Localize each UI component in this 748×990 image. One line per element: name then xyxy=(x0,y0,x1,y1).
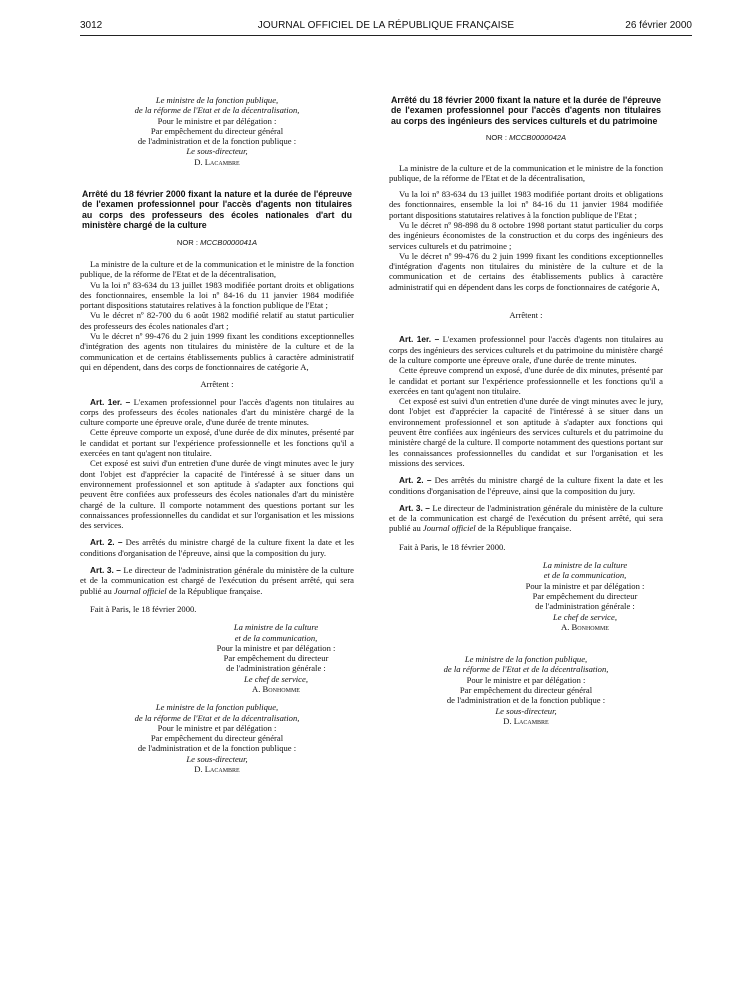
signatory-name: D. Lacambre xyxy=(503,715,549,726)
article-text: de la République française. xyxy=(168,585,263,596)
nor-code: MCCB0000041A xyxy=(200,237,258,247)
nor-reference xyxy=(80,238,354,248)
signature-line: et de la communication, xyxy=(543,570,627,581)
decree-title: Arrêté du 18 février 2000 fixant la nature et la durée de l'épreuve de l'examen professionnel pour l'accès d'agents non titulaires au corps des ingénieurs des services culturels et du patrimoine xyxy=(391,95,661,126)
signature-line: Par empêchement du directeur général xyxy=(150,125,284,136)
signature-line: de l'administration et de la fonction publique : xyxy=(446,695,606,706)
visa-paragraph: Vu le décret nº 82-700 du 6 août 1982 modifié relatif au statut particulier des professeurs des écoles nationales d'art ; xyxy=(80,310,354,331)
signatory-name: A. Bonhomme xyxy=(252,683,300,694)
signature-line: Le sous-directeur, xyxy=(186,753,248,764)
signature-block-culture xyxy=(389,560,663,632)
journal-officiel-ref: Journal officiel xyxy=(113,585,167,596)
signature-line: La ministre de la culture xyxy=(542,560,628,571)
arretent: Arrêtent : xyxy=(200,379,234,390)
signature-line: Le chef de service, xyxy=(553,611,617,622)
signature-line: et de la communication, xyxy=(234,632,318,643)
article-label: Art. 1er. – xyxy=(90,396,131,407)
article-label: Art. 3. – xyxy=(90,565,121,576)
signature-line: Pour le ministre et par délégation : xyxy=(466,674,586,685)
signature-line: Pour le ministre et par délégation : xyxy=(157,722,277,733)
signature-line: Pour le ministre et par délégation : xyxy=(157,115,277,126)
signature-line: Par empêchement du directeur xyxy=(223,653,329,664)
preamble: La ministre de la culture et de la communication et le ministre de la fonction publique, de la réforme de l'Etat et de la décentralisation, xyxy=(80,259,354,280)
issue-date: 26 février 2000 xyxy=(625,20,692,31)
signature-line: de l'administration générale : xyxy=(226,663,326,674)
signature-line: Le ministre de la fonction publique, xyxy=(155,702,279,713)
nor-label: NOR : xyxy=(485,133,507,143)
arretent: Arrêtent : xyxy=(509,310,543,321)
signature-line: de la réforme de l'Etat et de la décentralisation, xyxy=(134,105,300,116)
signatory-name: D. Lacambre xyxy=(194,156,240,167)
article-text: Le directeur de l'administration générale du ministère de la culture et de la communication est chargé de l'exécution du présent arrêté, qui sera publié au xyxy=(80,565,354,596)
nor-code: MCCB0000042A xyxy=(509,133,567,143)
signature-line: de la réforme de l'Etat et de la décentralisation, xyxy=(134,712,300,723)
signature-line: Le sous-directeur, xyxy=(495,705,557,716)
article-2 xyxy=(80,537,354,558)
nor-label: NOR : xyxy=(176,237,198,247)
signature-line: Le ministre de la fonction publique, xyxy=(155,95,279,105)
article-1 xyxy=(389,334,663,365)
visa-paragraph: Vu le décret nº 99-476 du 2 juin 1999 fixant les conditions exceptionnelles d'intégration des agents non titulaires du ministère de la culture et de la communication et de certains établissements publics à caractère administratif qui en dépendent, dans des corps de fonctionnaires de catégorie A, xyxy=(80,331,354,372)
signature-line: Pour la ministre et par délégation : xyxy=(216,642,336,653)
left-column xyxy=(80,95,354,774)
article-paragraph: Cette épreuve comporte un exposé, d'une durée de dix minutes, présenté par le candidat et portant sur l'expérience professionnelle et les fonctions qu'il a exercées en tant qu'agent non titulaire. xyxy=(80,427,354,459)
signatory-name: A. Bonhomme xyxy=(561,621,609,632)
signature-block-fonction-publique-top xyxy=(80,95,354,167)
article-paragraph: Cet exposé est suivi d'un entretien d'une durée de vingt minutes avec le jury, dont l'objet est d'apprécier la capacité de l'intéressé à se situer dans un environnement professionnel et son aptitude à s'adapter aux fonctions qui peuvent être confiées aux ingénieurs des services culturels et du patrimoine du ministère chargé de la culture. Il comporte notamment des questions portant sur les connaissances professionnelles du candidat et sur l'organisation et les missions des services. xyxy=(389,396,663,468)
preamble: La ministre de la culture et de la communication et le ministre de la fonction publique, de la réforme de l'Etat et de la décentralisation, xyxy=(389,162,663,183)
article-text: L'examen professionnel pour l'accès d'agents non titulaires au corps des ingénieurs des services culturels et du patrimoine du ministère chargé de la culture comporte une épreuve orale, d'une durée de trente minutes. xyxy=(389,334,663,365)
signature-line: Par empêchement du directeur général xyxy=(459,684,593,695)
article-label: Art. 1er. – xyxy=(399,334,440,345)
signature-line: La ministre de la culture xyxy=(233,622,319,633)
article-text: Le directeur de l'administration générale du ministère de la culture et de la communication est chargé de l'exécution du présent arrêté, qui sera publié au xyxy=(389,502,663,534)
nor-reference xyxy=(389,133,663,143)
right-column xyxy=(389,95,663,726)
signature-line: de l'administration et de la fonction publique : xyxy=(137,136,297,147)
signing-place-date: Fait à Paris, le 18 février 2000. xyxy=(399,541,506,552)
signature-line: de l'administration et de la fonction publique : xyxy=(137,743,297,754)
signature-line: Par empêchement du directeur xyxy=(532,590,638,601)
signature-line: Le ministre de la fonction publique, xyxy=(464,654,588,665)
signature-line: de la réforme de l'Etat et de la décentralisation, xyxy=(443,664,609,675)
signature-line: de l'administration générale : xyxy=(535,601,635,612)
article-text: de la République française. xyxy=(477,523,572,534)
visa-paragraph: Vu la loi nº 83-634 du 13 juillet 1983 modifiée portant droits et obligations des fonctionnaires, ensemble la loi nº 84-16 du 11 janvier 1984 modifiée portant dispositions statutaires relatives à la fonction publique de l'Etat ; xyxy=(80,279,354,311)
article-1 xyxy=(80,397,354,428)
article-label: Art. 3. – xyxy=(399,502,430,513)
signature-line: Par empêchement du directeur général xyxy=(150,733,284,744)
article-label: Art. 2. – xyxy=(399,475,432,486)
article-paragraph: Cet exposé est suivi d'un entretien d'une durée de vingt minutes avec le jury dont l'objet est d'apprécier la capacité de l'intéressé à se situer dans un environnement professionnel et son aptitude à s'adapter aux fonctions qui peuvent être confiées aux professeurs des écoles nationales d'art du ministère chargé de la culture. Il comporte notamment des questions portant sur les connaissances professionnelles du candidat et sur l'organisation et les missions des services. xyxy=(80,458,354,531)
signature-block-fonction-publique xyxy=(389,654,663,726)
article-label: Art. 2. – xyxy=(90,537,123,548)
journal-officiel-ref: Journal officiel xyxy=(422,523,476,534)
article-text: L'examen professionnel pour l'accès d'agents non titulaires au corps des professeurs des écoles nationales d'art du ministère chargé de la culture comporte une épreuve orale, d'une durée de trente minutes. xyxy=(80,396,354,428)
signature-block-culture xyxy=(80,622,354,694)
visa-paragraph: Vu le décret nº 99-476 du 2 juin 1999 fixant les conditions exceptionnelles d'intégration d'agents non titulaires du ministère de la culture et de la communication et de certains des établissements publics à caractère administratif qui en dépendent dans les corps de fonctionnaires de catégorie A, xyxy=(389,250,663,292)
article-text: Des arrêtés du ministre chargé de la culture fixent la date et les conditions d'organisation de l'épreuve, ainsi que la composition du jury. xyxy=(80,537,354,558)
page-header xyxy=(80,18,692,34)
signature-block-fonction-publique xyxy=(80,702,354,774)
visa-paragraph: Vu la loi nº 83-634 du 13 juillet 1983 modifiée portant droits et obligations des fonctionnaires, ensemble la loi nº 84-16 du 11 janvier 1984 modifiée portant dispositions statutaires relatives à la fonction publique de l'Etat ; xyxy=(389,189,663,220)
signatory-name: D. Lacambre xyxy=(194,764,240,775)
article-text: Des arrêtés du ministre chargé de la culture fixent la date et les conditions d'organisation de l'épreuve, ainsi que la composition du jury. xyxy=(389,475,663,496)
header-rule xyxy=(80,35,692,36)
article-3 xyxy=(80,565,354,596)
signature-line: Le sous-directeur, xyxy=(186,146,248,157)
signature-line: Pour la ministre et par délégation : xyxy=(525,580,645,591)
article-3 xyxy=(389,503,663,534)
article-2 xyxy=(389,475,663,496)
article-paragraph: Cette épreuve comprend un exposé, d'une durée de dix minutes, présenté par le candidat et portant sur l'expérience professionnelle et les fonctions qu'il a exercées en tant qu'agent non titulaire. xyxy=(389,365,663,396)
signature-line: Le chef de service, xyxy=(244,673,308,684)
journal-title: JOURNAL OFFICIEL DE LA RÉPUBLIQUE FRANÇAISE xyxy=(257,20,515,31)
visa-paragraph: Vu le décret nº 98-898 du 8 octobre 1998 portant statut particulier du corps des ingénieurs économistes de la construction et du corps des ingénieurs des services culturels et du patrimoine ; xyxy=(389,220,663,251)
page-number: 3012 xyxy=(80,20,103,31)
decree-title: Arrêté du 18 février 2000 fixant la nature et la durée de l'épreuve de l'examen professionnel pour l'accès d'agents non titulaires au corps des professeurs des écoles nationales d'art du ministère chargé de la culture xyxy=(82,189,352,231)
signing-place-date: Fait à Paris, le 18 février 2000. xyxy=(90,603,197,614)
